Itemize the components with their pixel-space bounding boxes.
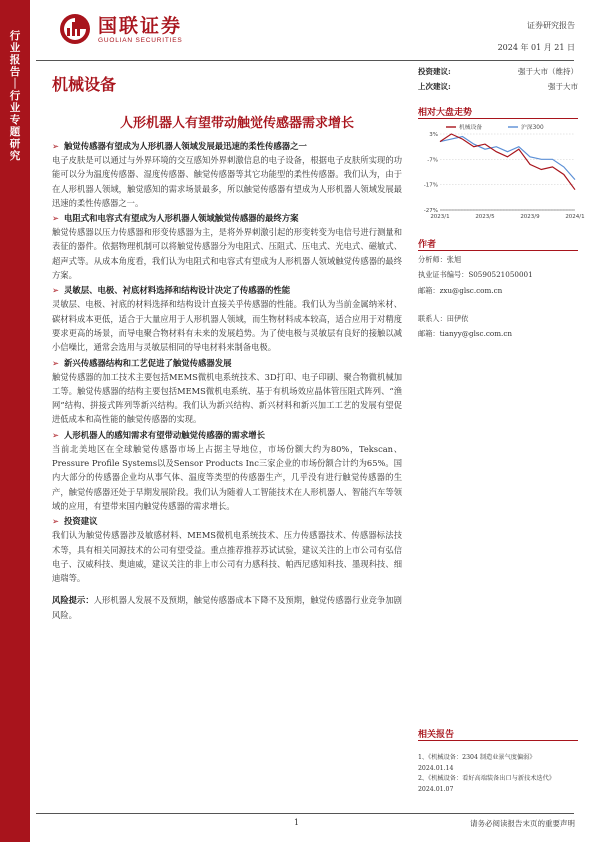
arrow-bullet-icon: ➢: [52, 141, 60, 151]
section-text: 我们认为触觉传感器涉及敏感材料、MEMS微机电系统技术、压力传感器技术、传感器标法技术等，具有相关同源技术的公司有望受益。重点推荐推荐苏试试验，建议关注的上市公司有弘信电子、汉威科技、奥迪威，建议关注的非上市公司有力感科技、帕西尼感知科技、墨现科技、细迪瑞等。: [52, 530, 402, 584]
section-4: [52, 356, 402, 427]
author-heading: 作者: [418, 240, 437, 250]
risk-warning: [52, 593, 402, 622]
x-tick-label: 2023/5: [475, 214, 495, 220]
relative-performance-chart: [418, 122, 585, 222]
sidebar-band: [0, 0, 30, 842]
author-analyst: 分析师：张旭: [418, 255, 462, 264]
industry-title: 机械设备: [52, 75, 117, 94]
section-5: [52, 428, 402, 513]
footer-divider: [36, 813, 574, 814]
logo-name-en: GUOLIAN SECURITIES: [98, 36, 183, 44]
risk-label: 风险提示：: [52, 595, 94, 606]
chart-heading: 相对大盘走势: [418, 108, 473, 118]
rating-current-label: 投资建议:: [418, 67, 451, 76]
section-heading: ➢ 投资建议: [52, 516, 98, 527]
section-text: 灵敏层、电极、衬底的材料选择和结构设计直接关乎传感器的性能。我们认为当前金属纳米材、碳材料成本更低，适合于大量应用于人形机器人领域，而生物材料成本较高，适合应用于对精度要求更高的场景，而导电聚合物材料有未来的发展趋势。为了使电极与灵敏层有良好的接触以减小信噪比，通常会选用与灵敏层相同的导电材料来制备电极。: [52, 299, 402, 353]
logo-name-cn: 国联证券: [98, 14, 183, 37]
x-tick-label: 2023/1: [430, 214, 450, 220]
contact-person: 联系人：田伊依: [418, 314, 469, 323]
related-report-1-date: 2024.01.14: [418, 764, 454, 772]
rating-current-value: 强于大市（维持）: [518, 67, 578, 76]
y-tick-label: 3%: [429, 132, 438, 138]
logo-icon: [58, 12, 92, 46]
related-report-2[interactable]: 2、《机械设备：看好高端装备出口与新技术迭代》: [418, 775, 555, 782]
series-line-hs300: [440, 137, 575, 180]
x-tick-label: 2024/1: [565, 214, 585, 220]
y-tick-label: -27%: [423, 208, 438, 214]
sidebar-label: 行业报告｜行业专题研究: [9, 30, 21, 162]
series-line-machinery: [440, 134, 575, 190]
author-cert: 执业证书编号：S0590521050001: [418, 270, 533, 279]
section-heading: ➢ 人形机器人的感知需求有望带动触觉传感器的需求增长: [52, 429, 265, 440]
related-heading-rule: [418, 740, 578, 741]
section-6: [52, 514, 402, 585]
related-report-1[interactable]: 1、《机械设备：2304 制造业景气度偏弱》: [418, 754, 536, 761]
author-email[interactable]: 邮箱：zxu@glsc.com.cn: [418, 286, 503, 295]
arrow-bullet-icon: ➢: [52, 357, 60, 368]
section-2: [52, 211, 402, 282]
section-heading: ➢ 新兴传感器结构和工艺促进了触觉传感器发展: [52, 357, 232, 368]
section-text: 触觉传感器以压力传感器和形变传感器为主，是将外界刺激引起的形变转变为电信号进行测量和表征的器件。依据物理机制可以将触觉传感器分为电阻式、压阻式、压电式、光电式、磁敏式、超声式等。从成本角度看，我们认为电阻式和电容式有望成为人形机器人领域触觉传感器的最终方案。: [52, 227, 402, 281]
chart-heading-rule: [418, 118, 578, 119]
rating-previous-value: 强于大市: [548, 82, 578, 91]
y-tick-label: -17%: [423, 182, 438, 189]
arrow-bullet-icon: ➢: [52, 516, 60, 527]
related-reports: [418, 753, 583, 795]
report-title: 人形机器人有望带动触觉传感器需求增长: [120, 116, 355, 131]
risk-text: 人形机器人发展不及预期，触觉传感器成本下降不及预期，触觉传感器行业竞争加剧风险。: [52, 595, 402, 620]
report-type: 证券研究报告: [527, 21, 575, 30]
section-heading: ➢ 触觉传感器有望成为人形机器人领域发展最迅速的柔性传感器之一: [52, 141, 307, 151]
section-3: [52, 283, 402, 354]
rating-previous-label: 上次建议:: [418, 82, 451, 91]
section-text: 当前北美地区在全球触觉传感器市场上占据主导地位，市场份额大约为80%，Tekscan、Pressure Profile Systems以及Sensor Products Inc三家企业的市场份额合计约为65%。国内大部分的传感器企业均从事气体、温度等类型的传感器生产，几乎没有进行触觉传感器的生产，触觉传感器还处于早期发展阶段。我们认为随着人工智能技术在人形机器人、智能汽车等领域的应用，有望带来国内触觉传感器的需求增长。: [52, 443, 402, 511]
report-date: 2024 年 01 月 21 日: [497, 43, 575, 52]
company-logo: [58, 12, 182, 46]
legend-label: 沪深300: [521, 125, 544, 131]
section-heading: ➢ 灵敏层、电极、衬底材料选择和结构设计决定了传感器的性能: [52, 285, 291, 296]
author-heading-rule: [418, 250, 578, 251]
legend-label: 机械设备: [459, 125, 483, 131]
arrow-bullet-icon: ➢: [52, 429, 60, 440]
arrow-bullet-icon: ➢: [52, 213, 60, 224]
contact-email[interactable]: 邮箱：tianyy@glsc.com.cn: [418, 329, 512, 338]
section-1: [52, 139, 402, 210]
arrow-bullet-icon: ➢: [52, 285, 60, 296]
report-body: [52, 138, 402, 622]
section-text: 触觉传感器的加工技术主要包括MEMS微机电系统技术、3D打印、电子印刷、聚合物微机械加工等。触觉传感器的结构主要包括MEMS微机电系统、基于有机场效应晶体管压阻式阵列、“渔网”结构、拼接式阵列等新兴结构。我们认为新兴结构、新兴材料和新兴加工工艺的发展有望促进低成本和高性能的触觉传感器的实现。: [52, 371, 402, 425]
related-report-2-date: 2024.01.07: [418, 785, 454, 793]
section-text: 电子皮肤是可以通过与外界环境的交互感知外界刺激信息的电子设备，根据电子皮肤所实现的功能可以分为温度传感器、湿度传感器、触觉传感器等其它功能型的柔性传感器。我们认为，由于在人形机器人领域，触觉感知的需求场景最多，所以触觉传感器有望成为人形机器人领域发展最迅速的柔性传感器之一。: [52, 155, 402, 208]
section-heading: ➢ 电阻式和电容式有望成为人形机器人领域触觉传感器的最终方案: [52, 213, 299, 224]
related-heading: 相关报告: [418, 730, 455, 740]
header-divider: [36, 60, 574, 61]
page-number: 1: [294, 818, 300, 827]
footer-disclaimer: 请务必阅读报告末页的重要声明: [470, 819, 575, 828]
y-tick-label: -7%: [427, 157, 438, 164]
x-tick-label: 2023/9: [520, 214, 540, 220]
